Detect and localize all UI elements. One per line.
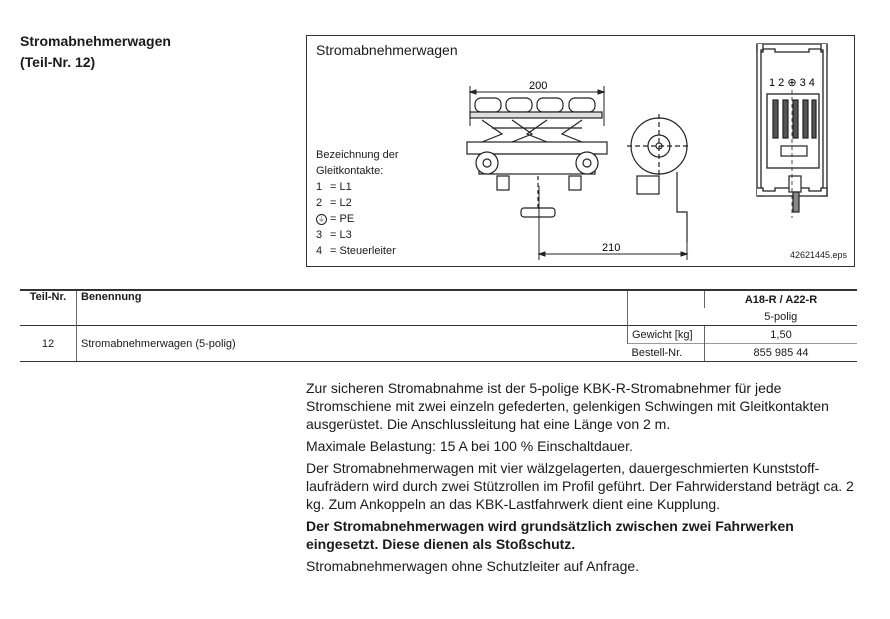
- prop-gewicht-value: 1,50: [705, 326, 858, 344]
- legend-title-1: Bezeichnung der: [316, 149, 399, 161]
- legend-item-l3: 3 = L3: [316, 229, 352, 241]
- technical-drawing-frame: [306, 35, 855, 267]
- table-header-row: [20, 290, 857, 308]
- paragraph-4: Der Stromabnehmerwagen wird grundsätzlich zwischen zwei Fahrwerken eingesetzt. Diese dienen als Stoßschutz.: [306, 518, 794, 552]
- drawing-title: Stromabnehmerwagen: [316, 42, 458, 58]
- contact-shoes: [470, 98, 602, 118]
- prop-bestellnr-value: 855 985 44: [705, 344, 858, 362]
- row-teil-nr: 12: [20, 326, 77, 362]
- dim-210-label: 210: [602, 242, 621, 254]
- legend-item-l1: 1 = L1: [316, 181, 352, 193]
- paragraph-2: Maximale Belastung: 15 A bei 100 % Einschaltdauer.: [306, 438, 633, 454]
- legend-item-pe: ⏚ = PE: [318, 213, 355, 225]
- coupling: [627, 114, 691, 242]
- legend-item-control: 4 = Steuerleiter: [316, 245, 396, 257]
- section-heading: [20, 31, 171, 73]
- row-benennung: Stromabnehmerwagen (5-polig): [77, 326, 628, 362]
- description-text: [306, 379, 862, 579]
- parts-table: [20, 289, 857, 362]
- header-teil-nr: Teil-Nr.: [20, 290, 77, 326]
- section-title: Stromabnehmerwagen: [20, 33, 171, 49]
- prop-bestellnr-label: Bestell-Nr.: [628, 344, 705, 362]
- contact-legend: [316, 147, 399, 259]
- ground-icon: ⏚: [318, 215, 325, 223]
- paragraph-3: Der Stromabnehmerwagen mit vier wälzgelagerten, dauergeschmierten Kunststofflaufrädern wird durch zwei Stützrollen im Profil geführt. Der Fahrwiderstand beträgt ca. 2 kg. Zum Ankoppeln an das KBK-Lastfahrwerk dient eine Kupplung.: [306, 460, 854, 512]
- paragraph-5: Stromabnehmerwagen ohne Schutzleiter auf Anfrage.: [306, 558, 640, 574]
- carriage-body: [467, 142, 607, 217]
- legend-title-2: Gleitkontakte:: [316, 165, 384, 177]
- header-subvariant: 5-polig: [764, 310, 798, 323]
- prop-gewicht-label: Gewicht [kg]: [628, 326, 705, 344]
- section-part-number: (Teil-Nr. 12): [20, 54, 96, 70]
- spring-arms: [482, 120, 582, 142]
- contact-number-labels: 1 2 ⊕ 3 4: [769, 77, 815, 89]
- header-benennung: Benennung: [77, 290, 628, 326]
- drawing-file-code: 42621445.eps: [789, 250, 847, 260]
- paragraph-1: Zur sicheren Stromabnahme ist der 5-polige KBK-R-Stromabnehmer für jede Stromschiene mit zwei einzeln gefederten, gelenkigen Schwingen mit Gleitkontakten ausgerüstet. Die Anschlussleitung hat eine Länge von 2 m.: [306, 380, 829, 432]
- header-variant: A18-R / A22-R: [705, 290, 858, 308]
- dim-200-label: 200: [529, 80, 548, 92]
- legend-item-l2: 2 = L2: [316, 197, 352, 209]
- table-row: [20, 326, 857, 344]
